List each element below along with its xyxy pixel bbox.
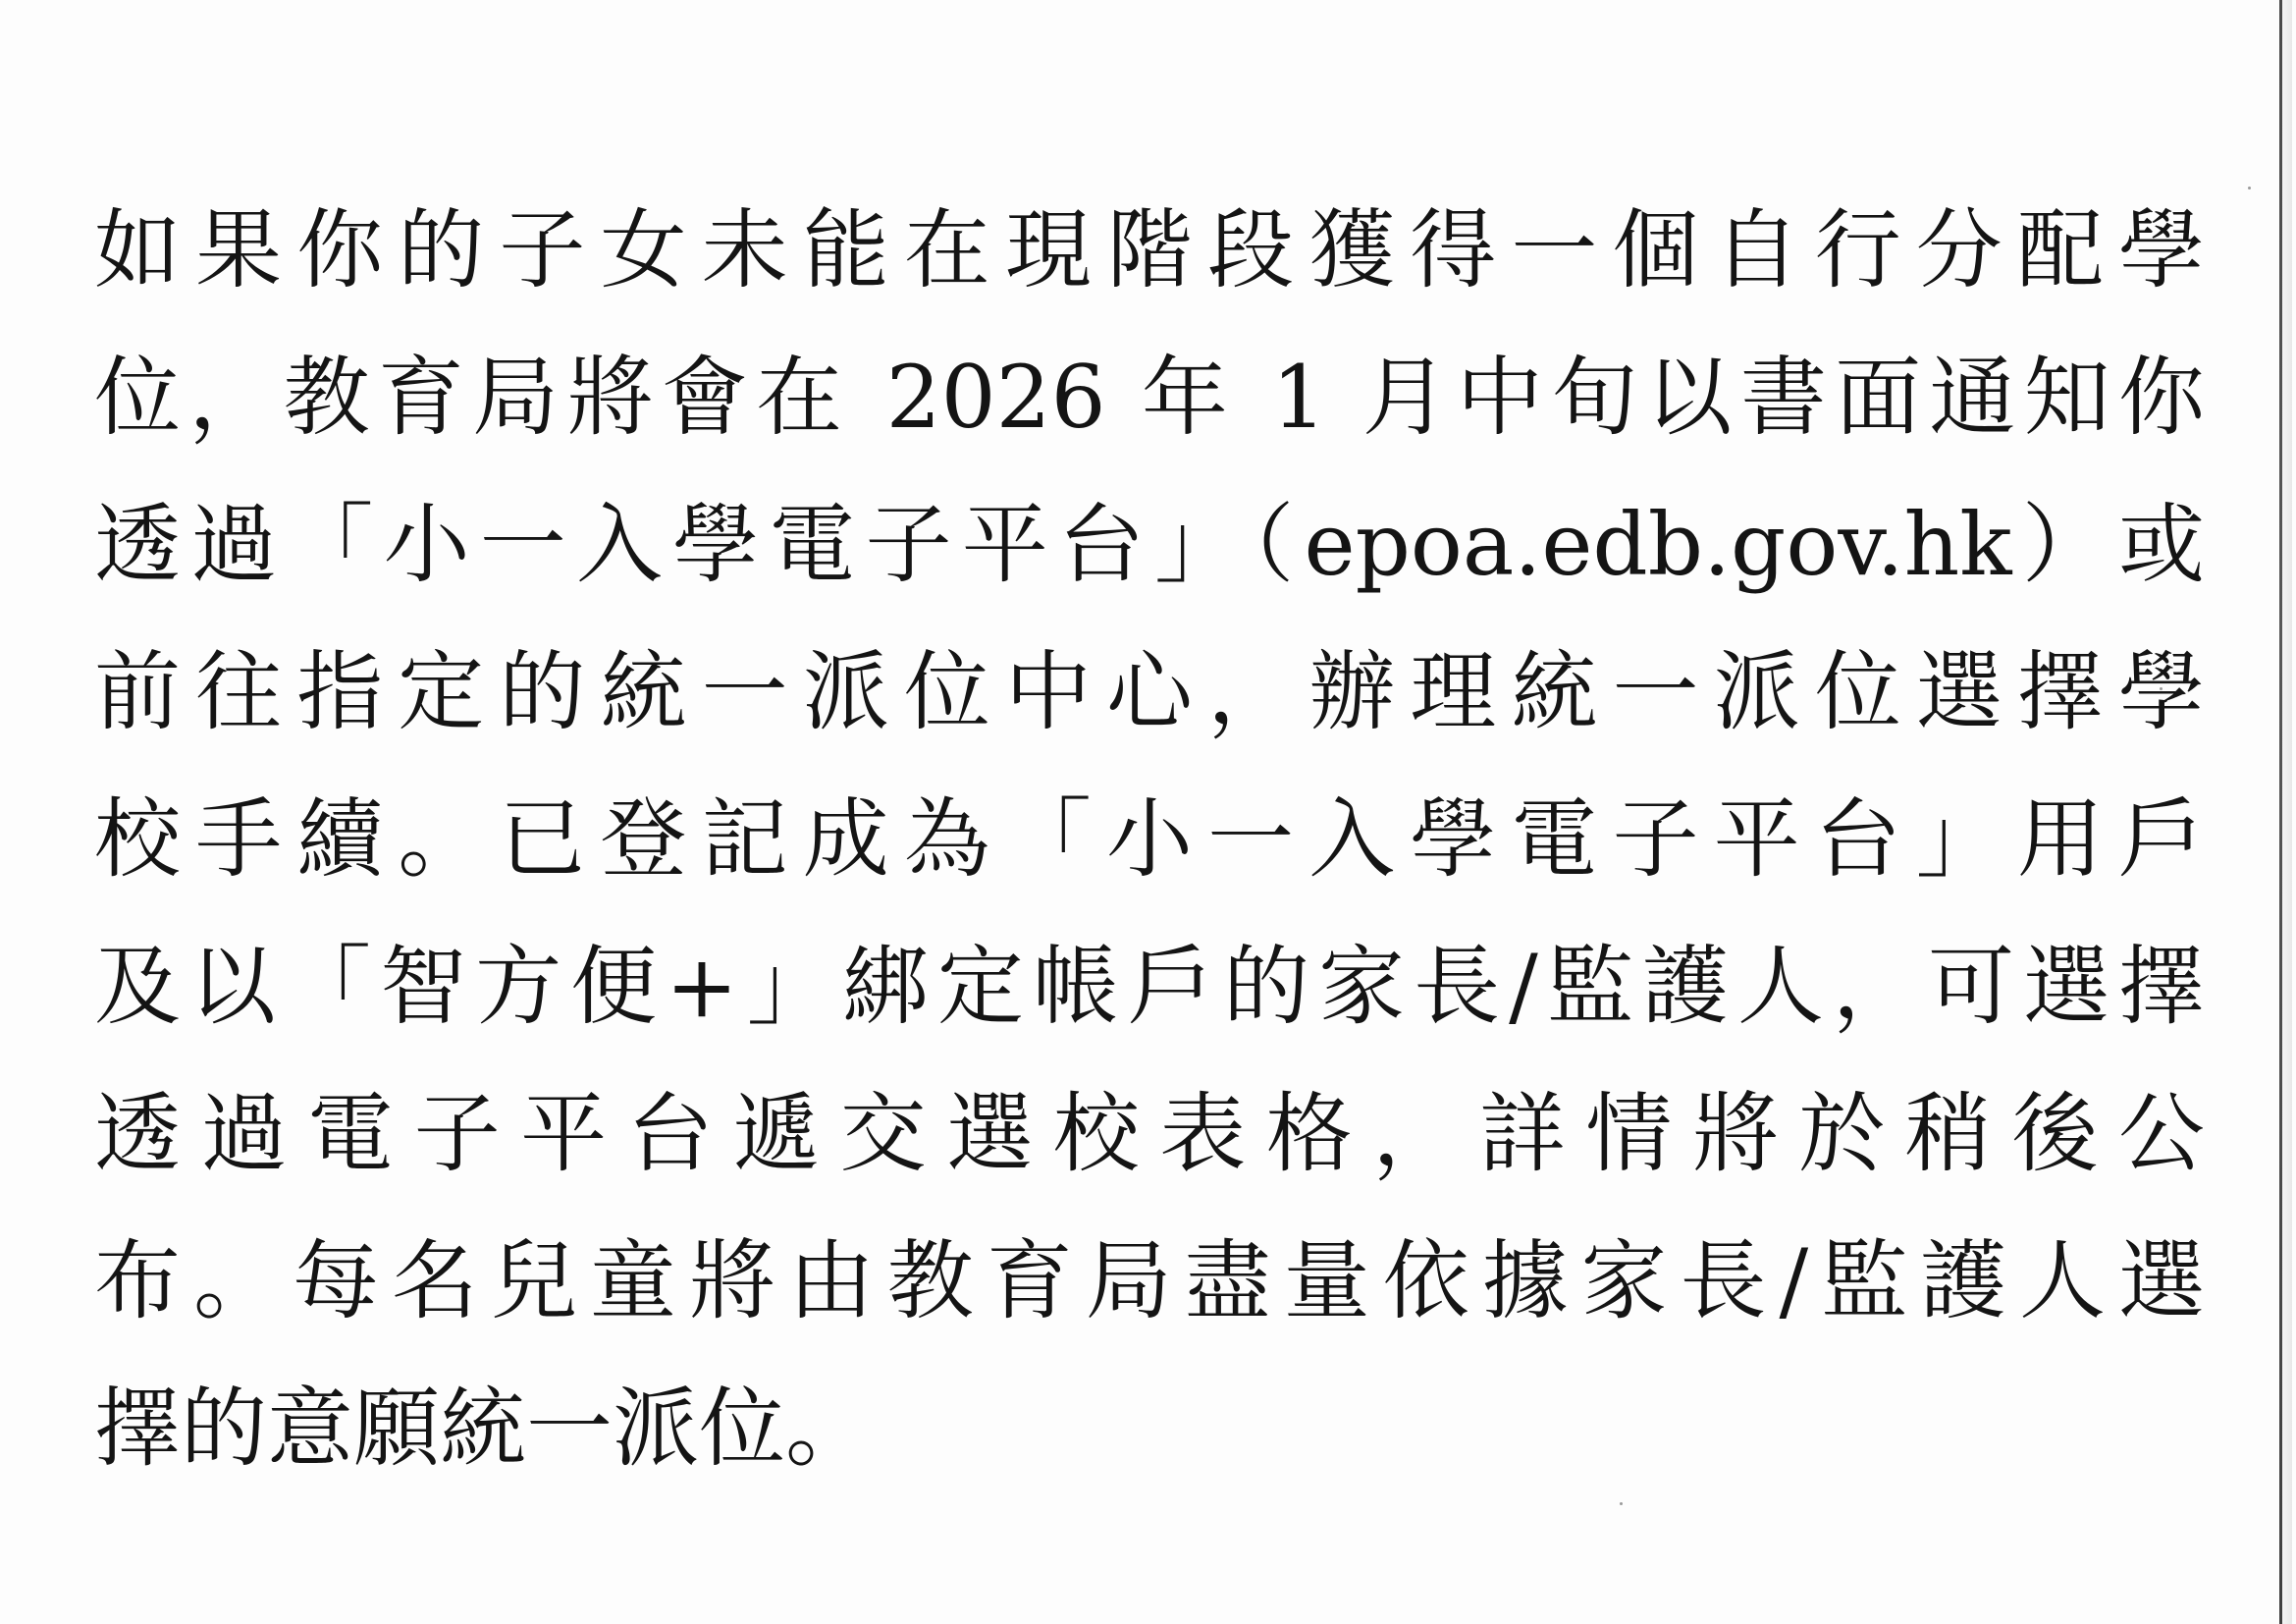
notice-paragraph [94,177,2205,1502]
text-line-3: 透過「小一入學電子平台」（epoa.edb.gov.hk）或 [94,494,2205,595]
text-line-2: 位，教育局將會在 2026 年 1 月中旬以書面通知你 [94,347,2205,448]
text-line-8: 布。每名兒童將由教育局盡量依據家長/監護人選 [94,1230,2205,1331]
scan-speck [1620,1502,1623,1505]
text-line-9: 擇的意願統一派位。 [94,1378,873,1479]
text-line-1: 如果你的子女未能在現階段獲得一個自行分配學 [94,199,2205,300]
text-line-4: 前往指定的統一派位中心，辦理統一派位選擇學 [94,641,2205,742]
scan-border-shadow [2282,0,2292,1624]
text-line-5: 校手續。已登記成為「小一入學電子平台」用戶 [94,788,2205,890]
scan-speck [2248,187,2251,189]
text-line-6: 及以「智方便+」綁定帳戶的家長/監護人，可選擇 [94,936,2205,1037]
scan-border-line [2279,0,2282,1624]
text-line-7: 透過電子平台遞交選校表格，詳情將於稍後公 [94,1083,2205,1184]
